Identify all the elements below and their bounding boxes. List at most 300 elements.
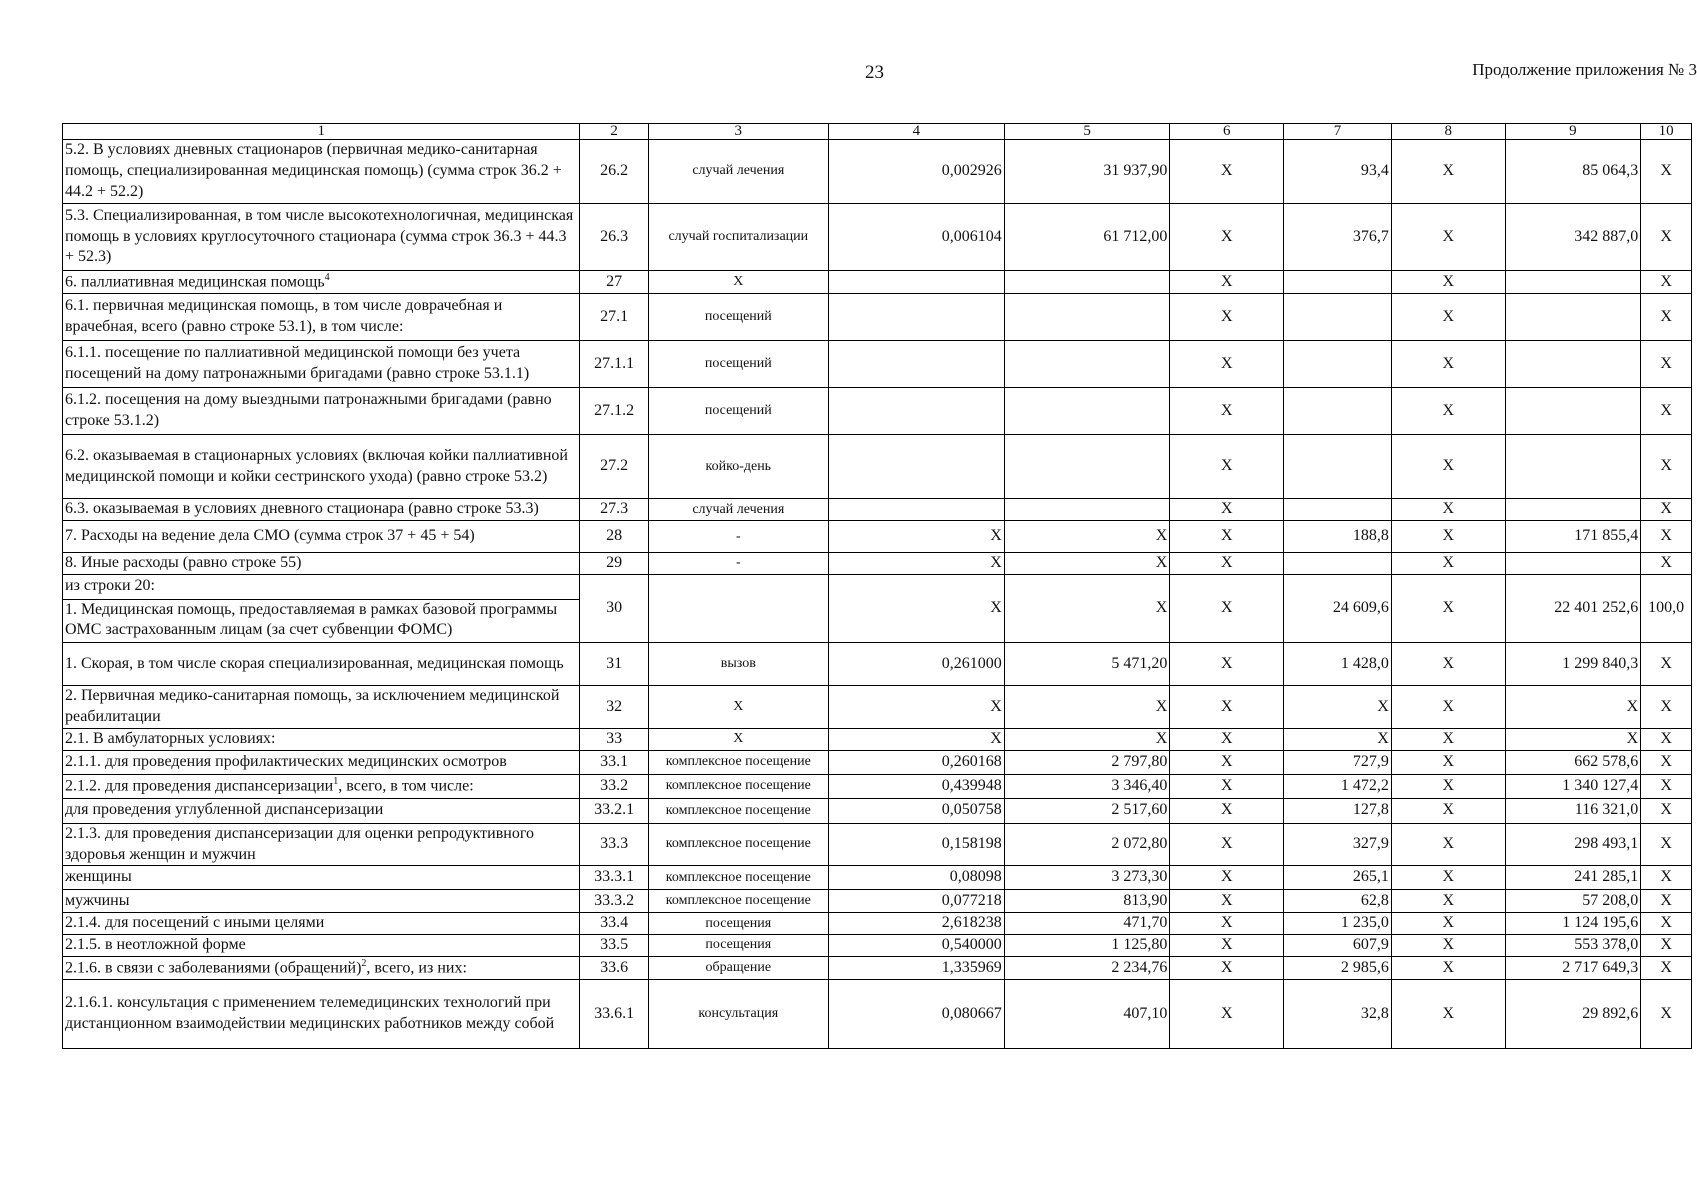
table-cell-col6: X <box>1170 204 1284 271</box>
row-description-sub: 1. Медицинская помощь, предоставляемая в рамках базовой программы ОМС застрахованным лицам (за счет субвенции ФОМС) <box>62 599 580 642</box>
table-cell-col1 <box>63 728 580 750</box>
table-cell-col6: X <box>1170 642 1284 685</box>
table-cell-col10: X <box>1641 956 1692 979</box>
table-cell-col3: комплексное посещение <box>648 798 828 823</box>
table-cell-col3: случай лечения <box>648 140 828 204</box>
table-cell-col2: 33.2 <box>580 774 648 798</box>
row-description: 2.1.2. для проведения диспансеризации <box>65 777 334 795</box>
table-cell-col4: 0,006104 <box>828 204 1004 271</box>
table-cell-col10: X <box>1641 204 1692 271</box>
col-header: 2 <box>580 124 648 140</box>
table-cell-col8: X <box>1391 553 1505 575</box>
table-cell-col9 <box>1505 435 1641 499</box>
table-cell-col10: X <box>1641 271 1692 294</box>
table-row <box>63 574 1692 642</box>
table-cell-col8: X <box>1391 140 1505 204</box>
col-header: 5 <box>1004 124 1170 140</box>
table-row <box>63 728 1692 750</box>
table-row <box>63 521 1692 553</box>
table-cell-col4: X <box>828 728 1004 750</box>
table-cell-col9: 241 285,1 <box>1505 866 1641 890</box>
col-header: 10 <box>1641 124 1692 140</box>
table-cell-col9: 342 887,0 <box>1505 204 1641 271</box>
table-cell-col4: 2,618238 <box>828 913 1004 935</box>
table-cell-col6: X <box>1170 980 1284 1049</box>
table-cell-col4: 0,080667 <box>828 980 1004 1049</box>
table-cell-col1 <box>63 499 580 521</box>
table-row <box>63 642 1692 685</box>
table-cell-col7: 727,9 <box>1284 750 1392 774</box>
table-cell-col8: X <box>1391 204 1505 271</box>
table-cell-col8: X <box>1391 388 1505 435</box>
row-description: из строки 20: <box>65 576 155 594</box>
table-cell-col10: X <box>1641 798 1692 823</box>
table-cell-col1 <box>63 521 580 553</box>
table-cell-col2: 33.1 <box>580 750 648 774</box>
table-row <box>63 271 1692 294</box>
table-cell-col4: 0,077218 <box>828 890 1004 913</box>
table-cell-col6: X <box>1170 499 1284 521</box>
footnote-mark: 2 <box>361 957 367 969</box>
table-cell-col6: X <box>1170 435 1284 499</box>
table-cell-col8: X <box>1391 980 1505 1049</box>
table-cell-col5: 2 234,76 <box>1004 956 1170 979</box>
table-cell-col4: 0,439948 <box>828 774 1004 798</box>
table-row <box>63 890 1692 913</box>
table-cell-col1 <box>63 685 580 728</box>
table-cell-col5: 471,70 <box>1004 913 1170 935</box>
table-cell-col1 <box>63 935 580 957</box>
table-cell-col4: X <box>828 553 1004 575</box>
table-cell-col5: 61 712,00 <box>1004 204 1170 271</box>
table-cell-col9: 22 401 252,6 <box>1505 574 1641 642</box>
table-cell-col3: комплексное посещение <box>648 890 828 913</box>
table-cell-col10: X <box>1641 728 1692 750</box>
table-cell-col10: X <box>1641 750 1692 774</box>
table-row <box>63 823 1692 866</box>
col-header: 7 <box>1284 124 1392 140</box>
table-cell-col7 <box>1284 553 1392 575</box>
table-cell-col3: консультация <box>648 980 828 1049</box>
table-cell-col5: X <box>1004 728 1170 750</box>
table-cell-col2: 33.6.1 <box>580 980 648 1049</box>
table-cell-col2: 28 <box>580 521 648 553</box>
table-cell-col1 <box>63 553 580 575</box>
table-cell-col2: 33.4 <box>580 913 648 935</box>
table-cell-col8: X <box>1391 913 1505 935</box>
table-cell-col10: X <box>1641 294 1692 341</box>
row-description: 2.1.3. для проведения диспансеризации для оценки репродуктивного здоровья женщин и мужчин <box>65 824 535 863</box>
table-cell-col7: 607,9 <box>1284 935 1392 957</box>
table-cell-col8: X <box>1391 935 1505 957</box>
table-cell-col4 <box>828 294 1004 341</box>
row-description: 5.3. Специализированная, в том числе высокотехнологичная, медицинская помощь в условиях круглосуточного стационара (сумма строк 36.3 + 44.3 + 52.3) <box>65 206 574 266</box>
row-description: 5.2. В условиях дневных стационаров (первичная медико-санитарная помощь, специализированная медицинская помощь) (сумма строк 36.2 + 44.2 + 52.2) <box>65 141 562 200</box>
table-cell-col6: X <box>1170 553 1284 575</box>
table-row <box>63 499 1692 521</box>
table-cell-col3: койко-день <box>648 435 828 499</box>
row-description: 6.3. оказываемая в условиях дневного стационара (равно строке 53.3) <box>65 500 539 518</box>
table-cell-col1 <box>63 642 580 685</box>
table-cell-col1 <box>63 204 580 271</box>
table-cell-col5 <box>1004 388 1170 435</box>
row-description: 8. Иные расходы (равно строке 55) <box>65 554 302 572</box>
table-cell-col9: X <box>1505 685 1641 728</box>
table-cell-col8: X <box>1391 956 1505 979</box>
table-cell-col7: 62,8 <box>1284 890 1392 913</box>
table-row <box>63 750 1692 774</box>
table-cell-col7: 1 235,0 <box>1284 913 1392 935</box>
row-description: 2.1.6. в связи с заболеваниями (обращений) <box>65 959 362 977</box>
table-cell-col5: X <box>1004 553 1170 575</box>
table-cell-col5: X <box>1004 574 1170 642</box>
table-cell-col9: 662 578,6 <box>1505 750 1641 774</box>
table-cell-col2: 33.2.1 <box>580 798 648 823</box>
table-cell-col2: 32 <box>580 685 648 728</box>
table-cell-col10: X <box>1641 913 1692 935</box>
table-cell-col3: комплексное посещение <box>648 774 828 798</box>
table-cell-col1 <box>63 140 580 204</box>
table-cell-col8: X <box>1391 499 1505 521</box>
table-cell-col1 <box>63 574 580 642</box>
table-cell-col2: 33.5 <box>580 935 648 957</box>
table-cell-col1 <box>63 294 580 341</box>
table-cell-col2: 33.6 <box>580 956 648 979</box>
table-cell-col2: 33 <box>580 728 648 750</box>
table-cell-col9: 1 340 127,4 <box>1505 774 1641 798</box>
table-cell-col9: 85 064,3 <box>1505 140 1641 204</box>
table-cell-col10: X <box>1641 774 1692 798</box>
table-cell-col8: X <box>1391 774 1505 798</box>
table-cell-col9 <box>1505 294 1641 341</box>
table-cell-col2: 31 <box>580 642 648 685</box>
data-table <box>62 123 1692 1049</box>
table-row <box>63 553 1692 575</box>
table-cell-col7: 1 428,0 <box>1284 642 1392 685</box>
table-cell-col8: X <box>1391 685 1505 728</box>
table-cell-col6: X <box>1170 271 1284 294</box>
table-cell-col4: 0,158198 <box>828 823 1004 866</box>
table-cell-col2: 33.3.1 <box>580 866 648 890</box>
col-header: 8 <box>1391 124 1505 140</box>
column-number-row <box>63 124 1692 140</box>
table-cell-col2: 27.1.1 <box>580 341 648 388</box>
table-cell-col5 <box>1004 294 1170 341</box>
table-cell-col6: X <box>1170 823 1284 866</box>
table-cell-col7: 32,8 <box>1284 980 1392 1049</box>
table-cell-col6: X <box>1170 774 1284 798</box>
table-cell-col10: X <box>1641 642 1692 685</box>
table-cell-col4: X <box>828 521 1004 553</box>
table-cell-col4: 0,08098 <box>828 866 1004 890</box>
table-cell-col10: X <box>1641 553 1692 575</box>
col-header: 4 <box>828 124 1004 140</box>
table-cell-col5: 3 346,40 <box>1004 774 1170 798</box>
table-cell-col5 <box>1004 341 1170 388</box>
table-cell-col10: X <box>1641 890 1692 913</box>
table-cell-col9: X <box>1505 728 1641 750</box>
table-cell-col3: случай лечения <box>648 499 828 521</box>
table-cell-col2: 27.1.2 <box>580 388 648 435</box>
table-cell-col7: 24 609,6 <box>1284 574 1392 642</box>
table-cell-col8: X <box>1391 798 1505 823</box>
table-cell-col7: 93,4 <box>1284 140 1392 204</box>
table-cell-col7 <box>1284 271 1392 294</box>
table-cell-col9: 116 321,0 <box>1505 798 1641 823</box>
table-cell-col6: X <box>1170 956 1284 979</box>
table-cell-col6: X <box>1170 574 1284 642</box>
table-cell-col5: 31 937,90 <box>1004 140 1170 204</box>
table-cell-col4: 1,335969 <box>828 956 1004 979</box>
row-description: 6.1.1. посещение по паллиативной медицинской помощи без учета посещений на дому патронажными бригадами (равно строке 53.1.1) <box>65 344 530 383</box>
table-cell-col5: X <box>1004 521 1170 553</box>
table-cell-col5: 3 273,30 <box>1004 866 1170 890</box>
table-cell-col2: 27 <box>580 271 648 294</box>
table-cell-col2: 33.3.2 <box>580 890 648 913</box>
table-cell-col3: посещения <box>648 935 828 957</box>
table-cell-col9 <box>1505 499 1641 521</box>
table-cell-col10: X <box>1641 341 1692 388</box>
table-cell-col2: 26.3 <box>580 204 648 271</box>
table-row <box>63 294 1692 341</box>
table-cell-col6: X <box>1170 521 1284 553</box>
table-cell-col1 <box>63 341 580 388</box>
table-cell-col1 <box>63 913 580 935</box>
table-cell-col8: X <box>1391 294 1505 341</box>
table-cell-col9: 57 208,0 <box>1505 890 1641 913</box>
row-description: 1. Скорая, в том числе скорая специализированная, медицинская помощь <box>65 654 564 672</box>
table-cell-col8: X <box>1391 890 1505 913</box>
table-cell-col6: X <box>1170 140 1284 204</box>
table-cell-col9 <box>1505 553 1641 575</box>
table-cell-col10: X <box>1641 823 1692 866</box>
row-description: женщины <box>65 868 132 886</box>
table-row <box>63 140 1692 204</box>
table-cell-col7: 376,7 <box>1284 204 1392 271</box>
table-cell-col10: X <box>1641 435 1692 499</box>
table-cell-col8: X <box>1391 341 1505 388</box>
table-cell-col7: 327,9 <box>1284 823 1392 866</box>
table-cell-col4 <box>828 435 1004 499</box>
table-cell-col5 <box>1004 271 1170 294</box>
table-row <box>63 866 1692 890</box>
row-description: 6.1. первичная медицинская помощь, в том числе доврачебная и врачебная, всего (равно строке 53.1), в том числе: <box>65 297 503 336</box>
table-cell-col10: X <box>1641 866 1692 890</box>
row-description: 2.1.4. для посещений с иными целями <box>65 914 325 932</box>
table-cell-col1 <box>63 774 580 798</box>
table-cell-col2: 29 <box>580 553 648 575</box>
table-cell-col6: X <box>1170 728 1284 750</box>
table-cell-col4: 0,002926 <box>828 140 1004 204</box>
page-number: 23 <box>865 62 884 83</box>
table-cell-col3: X <box>648 685 828 728</box>
table-cell-col2: 26.2 <box>580 140 648 204</box>
table-cell-col5: 1 125,80 <box>1004 935 1170 957</box>
table-cell-col4: X <box>828 685 1004 728</box>
table-cell-col1 <box>63 823 580 866</box>
table-cell-col6: X <box>1170 890 1284 913</box>
table-cell-col1 <box>63 980 580 1049</box>
table-cell-col9: 553 378,0 <box>1505 935 1641 957</box>
table-row <box>63 204 1692 271</box>
table-cell-col4: 0,260168 <box>828 750 1004 774</box>
table-cell-col3: X <box>648 728 828 750</box>
table-cell-col7: 2 985,6 <box>1284 956 1392 979</box>
table-cell-col4: X <box>828 574 1004 642</box>
table-cell-col8: X <box>1391 271 1505 294</box>
table-cell-col7 <box>1284 388 1392 435</box>
table-cell-col9: 2 717 649,3 <box>1505 956 1641 979</box>
table-cell-col4: 0,261000 <box>828 642 1004 685</box>
row-description-tail: , всего, из них: <box>366 959 467 977</box>
table-cell-col1 <box>63 798 580 823</box>
table-cell-col2: 27.1 <box>580 294 648 341</box>
table-cell-col6: X <box>1170 750 1284 774</box>
table-cell-col9: 29 892,6 <box>1505 980 1641 1049</box>
table-cell-col1 <box>63 890 580 913</box>
row-description: 6.2. оказываемая в стационарных условиях (включая койки паллиативной медицинской помощи и койки сестринского ухода) (равно строке 53.2) <box>65 446 568 485</box>
table-cell-col3: комплексное посещение <box>648 823 828 866</box>
table-cell-col1 <box>63 388 580 435</box>
table-cell-col3: комплексное посещение <box>648 866 828 890</box>
row-description: 6. паллиативная медицинская помощь <box>65 273 325 291</box>
table-cell-col4: 0,050758 <box>828 798 1004 823</box>
table-row <box>63 435 1692 499</box>
table-cell-col3: посещений <box>648 388 828 435</box>
table-cell-col7: 188,8 <box>1284 521 1392 553</box>
table-cell-col8: X <box>1391 574 1505 642</box>
table-cell-col10: X <box>1641 935 1692 957</box>
table-row <box>63 935 1692 957</box>
table-row <box>63 913 1692 935</box>
table-cell-col5 <box>1004 499 1170 521</box>
table-cell-col2: 27.2 <box>580 435 648 499</box>
table-cell-col3: посещений <box>648 294 828 341</box>
footnote-mark: 4 <box>324 272 330 283</box>
table-cell-col3: случай госпитализации <box>648 204 828 271</box>
table-cell-col5: 2 517,60 <box>1004 798 1170 823</box>
table-cell-col7: 127,8 <box>1284 798 1392 823</box>
table-cell-col1 <box>63 750 580 774</box>
row-description: 2.1.5. в неотложной форме <box>65 936 246 954</box>
table-row <box>63 341 1692 388</box>
table-cell-col7: X <box>1284 685 1392 728</box>
table-row <box>63 774 1692 798</box>
table-cell-col6: X <box>1170 935 1284 957</box>
col-header: 1 <box>63 124 580 140</box>
row-description: 2.1. В амбулаторных условиях: <box>65 729 276 747</box>
table-cell-col9: 1 299 840,3 <box>1505 642 1641 685</box>
table-cell-col8: X <box>1391 866 1505 890</box>
table-body <box>63 140 1692 1049</box>
table-cell-col3: вызов <box>648 642 828 685</box>
row-description: 7. Расходы на ведение дела СМО (сумма строк 37 + 45 + 54) <box>65 527 475 545</box>
table-cell-col10: 100,0 <box>1641 574 1692 642</box>
table-cell-col6: X <box>1170 866 1284 890</box>
table-cell-col3: - <box>648 553 828 575</box>
table-cell-col1 <box>63 271 580 294</box>
table-cell-col5: 813,90 <box>1004 890 1170 913</box>
table-cell-col3: посещения <box>648 913 828 935</box>
table-cell-col6: X <box>1170 798 1284 823</box>
table-cell-col3: обращение <box>648 956 828 979</box>
table-cell-col2: 27.3 <box>580 499 648 521</box>
table-cell-col7: X <box>1284 728 1392 750</box>
table-cell-col9: 298 493,1 <box>1505 823 1641 866</box>
table-cell-col9: 1 124 195,6 <box>1505 913 1641 935</box>
table-cell-col5: 2 072,80 <box>1004 823 1170 866</box>
table-cell-col6: X <box>1170 685 1284 728</box>
table-cell-col7 <box>1284 294 1392 341</box>
row-description: 2. Первичная медико-санитарная помощь, за исключением медицинской реабилитации <box>65 687 560 725</box>
table-cell-col5: 407,10 <box>1004 980 1170 1049</box>
table-cell-col1 <box>63 435 580 499</box>
table-cell-col5: X <box>1004 685 1170 728</box>
table-cell-col5: 2 797,80 <box>1004 750 1170 774</box>
table-cell-col8: X <box>1391 750 1505 774</box>
table-cell-col8: X <box>1391 435 1505 499</box>
table-cell-col2: 33.3 <box>580 823 648 866</box>
table-cell-col7: 265,1 <box>1284 866 1392 890</box>
col-header: 9 <box>1505 124 1641 140</box>
table-cell-col2: 30 <box>580 574 648 642</box>
table-cell-col4 <box>828 271 1004 294</box>
table-cell-col7 <box>1284 341 1392 388</box>
table-cell-col10: X <box>1641 980 1692 1049</box>
table-cell-col5 <box>1004 435 1170 499</box>
table-row <box>63 388 1692 435</box>
row-description-tail: , всего, в том числе: <box>338 777 474 795</box>
table-cell-col9 <box>1505 388 1641 435</box>
table-cell-col6: X <box>1170 341 1284 388</box>
table-cell-col8: X <box>1391 823 1505 866</box>
table-cell-col10: X <box>1641 140 1692 204</box>
col-header: 3 <box>648 124 828 140</box>
row-description: для проведения углубленной диспансеризации <box>65 801 384 819</box>
table-cell-col3: X <box>648 271 828 294</box>
col-header: 6 <box>1170 124 1284 140</box>
row-description: 6.1.2. посещения на дому выездными патронажными бригадами (равно строке 53.1.2) <box>65 391 552 430</box>
row-description: 2.1.6.1. консультация с применением телемедицинских технологий при дистанционном взаимодействии медицинских работников между собой <box>65 994 555 1033</box>
table-cell-col1 <box>63 866 580 890</box>
table-cell-col1 <box>63 956 580 979</box>
table-cell-col10: X <box>1641 521 1692 553</box>
table-cell-col8: X <box>1391 642 1505 685</box>
table-cell-col6: X <box>1170 388 1284 435</box>
table-cell-col6: X <box>1170 294 1284 341</box>
table-cell-col3 <box>648 574 828 642</box>
table-cell-col4 <box>828 499 1004 521</box>
table-cell-col9 <box>1505 271 1641 294</box>
table-cell-col3: посещений <box>648 341 828 388</box>
table-cell-col9: 171 855,4 <box>1505 521 1641 553</box>
table-cell-col8: X <box>1391 728 1505 750</box>
table-cell-col5: 5 471,20 <box>1004 642 1170 685</box>
table-cell-col3: - <box>648 521 828 553</box>
row-description: мужчины <box>65 891 130 909</box>
table-row <box>63 685 1692 728</box>
table-row <box>63 798 1692 823</box>
table-cell-col9 <box>1505 341 1641 388</box>
table-cell-col6: X <box>1170 913 1284 935</box>
table-cell-col4 <box>828 388 1004 435</box>
table-row <box>63 956 1692 979</box>
table-cell-col3: комплексное посещение <box>648 750 828 774</box>
table-cell-col7: 1 472,2 <box>1284 774 1392 798</box>
table-row <box>63 980 1692 1049</box>
table-cell-col10: X <box>1641 685 1692 728</box>
appendix-note: Продолжение приложения № 3 <box>1472 60 1697 79</box>
